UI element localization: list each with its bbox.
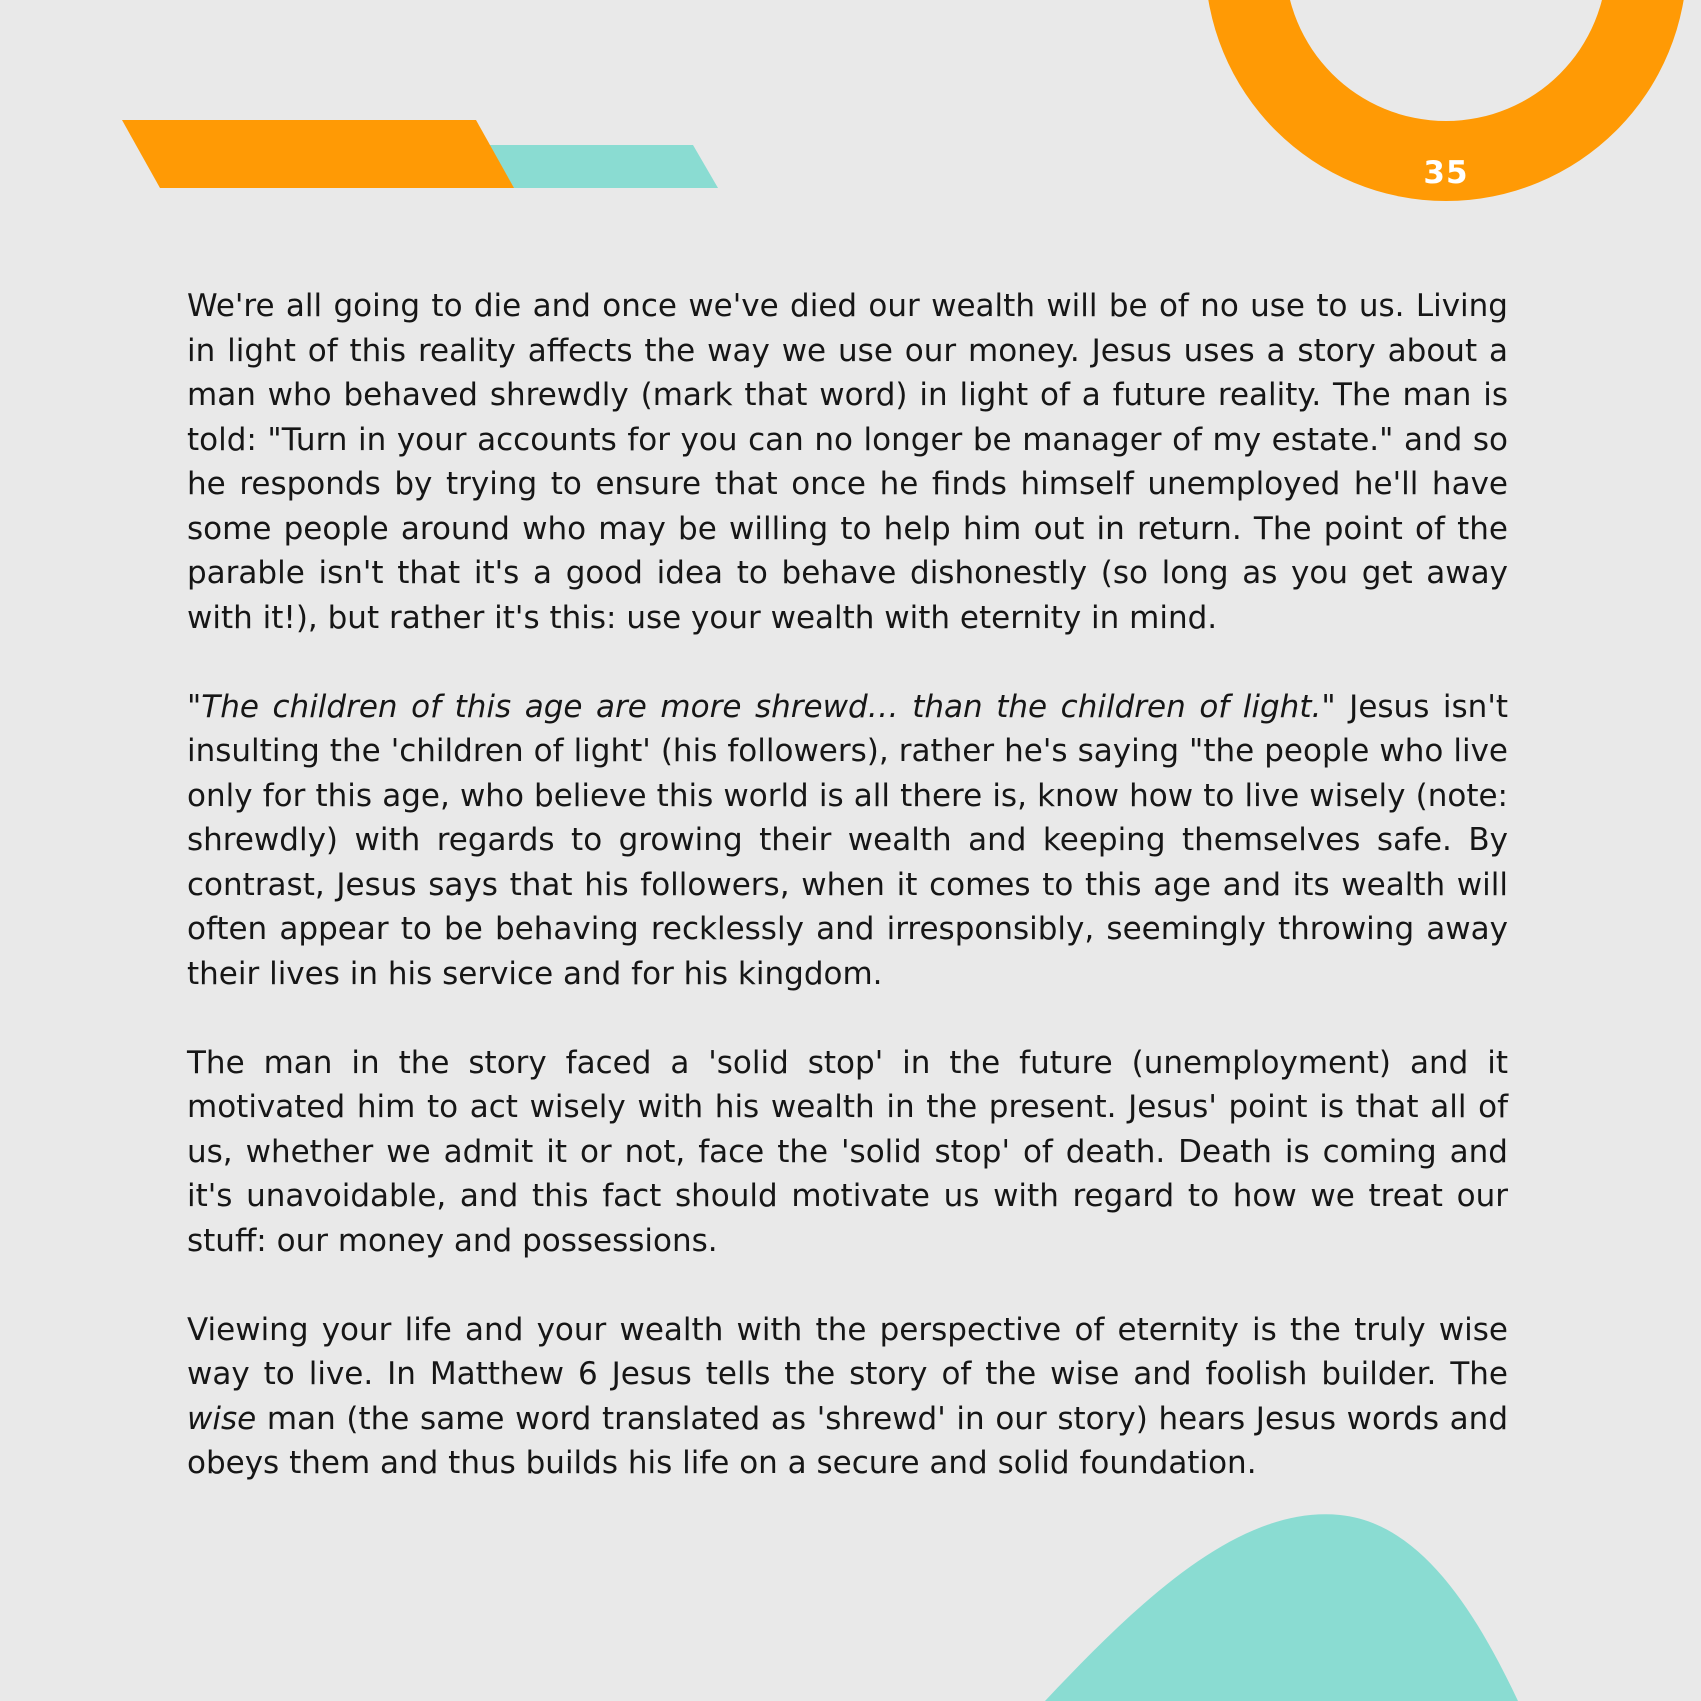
paragraph bbox=[187, 284, 1508, 640]
paragraph bbox=[187, 1308, 1508, 1486]
text-segment: Viewing your life and your wealth with the perspective of eternity is the truly wise way to live. In Matthew 6 Jesus tells the story of the wise and foolish builder. The bbox=[187, 1311, 1508, 1392]
page-number: 35 bbox=[1423, 155, 1469, 191]
italic-text-segment: wise bbox=[187, 1400, 257, 1437]
italic-text-segment: The children of this age are more shrewd… than the children of light. bbox=[201, 688, 1322, 725]
text-segment: man (the same word translated as 'shrewd' in our story) hears Jesus words and obeys them and thus builds his life on a secure and solid foundation. bbox=[187, 1400, 1508, 1481]
text-segment: The man in the story faced a 'solid stop' in the future (unemployment) and it motivated him to act wisely with his wealth in the present. Jesus' point is that all of us, whether we admit it or not, face the 'solid stop' of death. Death is coming and it's unavoidable, and this fact should motivate us with regard to how we treat our stuff: our money and possessions. bbox=[187, 1044, 1508, 1259]
teal-blob-shape bbox=[1045, 1514, 1518, 1701]
paragraph bbox=[187, 1041, 1508, 1264]
body-text bbox=[187, 284, 1508, 1486]
text-segment: " Jesus isn't insulting the 'children of light' (his followers), rather he's saying "the people who live only for this age, who believe this world is all there is, know how to live wisely (note: shrewdly) with regards to growing their wealth and keeping themselves safe. By contrast, Jesus says that his followers, when it comes to this age and its wealth will often appear to be behaving recklessly and irresponsibly, seemingly throwing away their lives in his service and for his kingdom. bbox=[187, 688, 1509, 992]
orange-parallelogram-shape bbox=[122, 120, 514, 188]
text-segment: " bbox=[187, 688, 202, 725]
paragraph bbox=[187, 685, 1508, 997]
text-segment: We're all going to die and once we've died our wealth will be of no use to us. Living in light of this reality affects the way we use our money. Jesus uses a story about a man who behaved shrewdly (mark that word) in light of a future reality. The man is told: "Turn in your accounts for you can no longer be manager of my estate." and so he responds by trying to ensure that once he finds himself unemployed he'll have some people around who may be willing to help him out in return. The point of the parable isn't that it's a good idea to behave dishonestly (so long as you get away with it!), but rather it's this: use your wealth with eternity in mind. bbox=[187, 288, 1508, 636]
